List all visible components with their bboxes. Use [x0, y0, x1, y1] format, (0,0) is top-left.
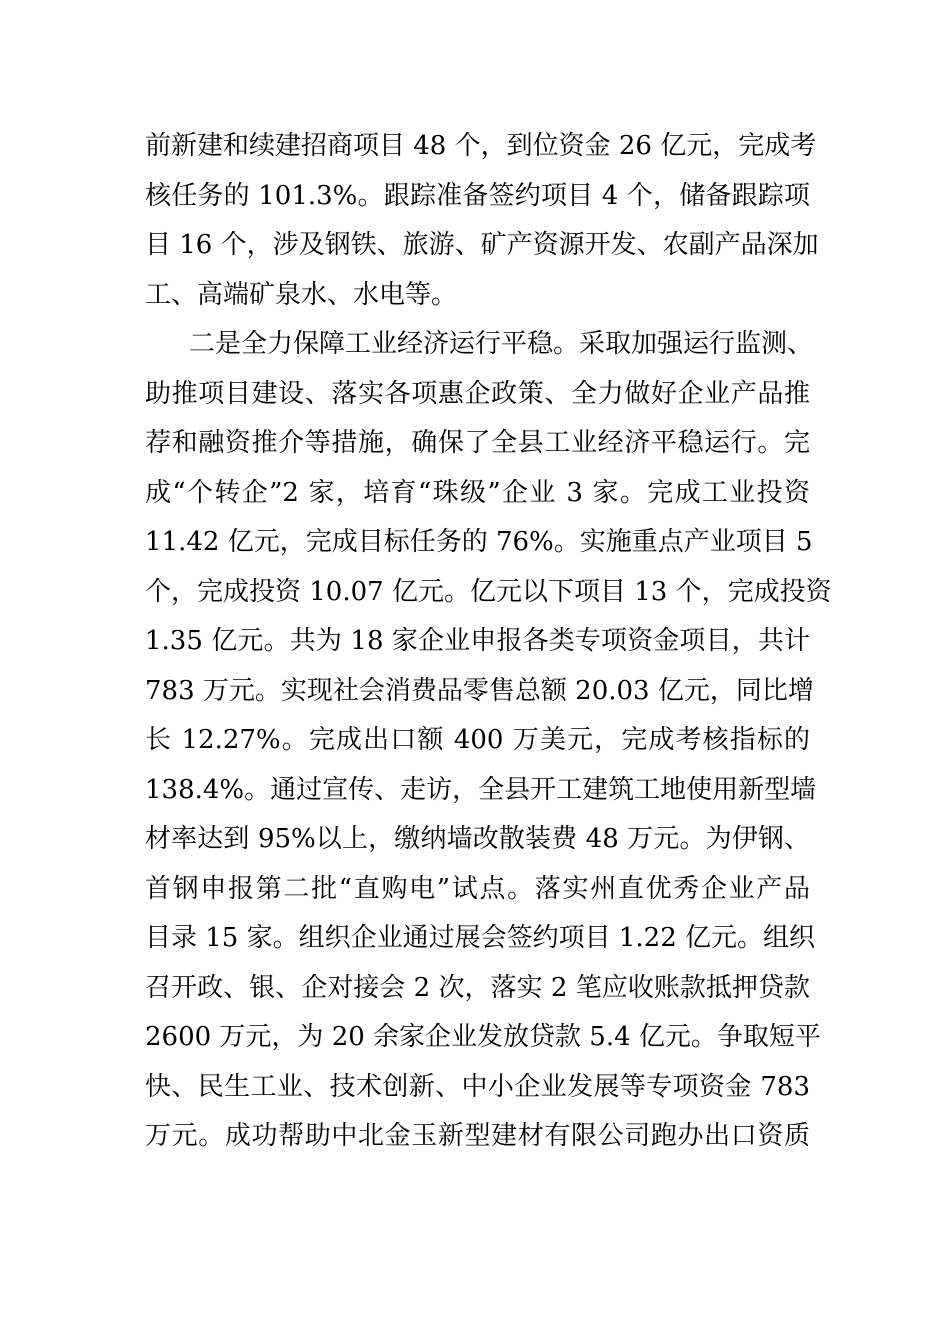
text-line: 目 16 个，涉及钢铁、旅游、矿产资源开发、农副产品深加 — [145, 230, 819, 260]
text-line: 助推项目建设、落实各项惠企政策、全力做好企业产品推 — [145, 378, 810, 409]
text-line: 783 万元。实现社会消费品零售总额 20.03 亿元，同比增 — [145, 675, 814, 706]
text-line: 138.4%。通过宣传、走访，全县开工建筑工地使用新型墙 — [145, 774, 817, 805]
text-line: 首钢申报第二批“直购电”试点。落实州直优秀企业产品 — [145, 873, 810, 904]
text-line: 二是全力保障工业经济运行平稳。采取加强运行监测、 — [189, 329, 814, 359]
text-line: 工、高端矿泉水、水电等。 — [145, 279, 458, 310]
text-line: 个，完成投资 10.07 亿元。亿元以下项目 13 个，完成投资 — [145, 576, 832, 607]
text-line: 前新建和续建招商项目 48 个，到位资金 26 亿元，完成考 — [145, 131, 817, 161]
text-line: 2600 万元，为 20 余家企业发放贷款 5.4 亿元。争取短平 — [145, 1022, 821, 1052]
text-line: 快、民生工业、技术创新、中小企业发展等专项资金 783 — [145, 1071, 810, 1102]
text-line: 长 12.27%。完成出口额 400 万美元，完成考核指标的 — [145, 725, 810, 755]
text-line: 1.35 亿元。共为 18 家企业申报各类专项资金项目，共计 — [145, 626, 810, 656]
body-text — [145, 122, 832, 1162]
text-line: 万元。成功帮助中北金玉新型建材有限公司跑办出口资质 — [145, 1121, 810, 1151]
text-line: 成“个转企”2 家，培育“珠级”企业 3 家。完成工业投资 — [145, 477, 810, 508]
text-line: 目录 15 家。组织企业通过展会签约项目 1.22 亿元。组织 — [145, 923, 816, 953]
text-line: 核任务的 101.3%。跟踪准备签约项目 4 个，储备跟踪项 — [145, 180, 810, 211]
text-line: 荐和融资推介等措施，确保了全县工业经济平稳运行。完 — [145, 428, 810, 458]
text-line: 召开政、银、企对接会 2 次，落实 2 笔应收账款抵押贷款 — [145, 972, 810, 1003]
text-line: 11.42 亿元，完成目标任务的 76%。实施重点产业项目 5 — [145, 527, 813, 557]
text-line: 材率达到 95%以上，缴纳墙改散装费 48 万元。为伊钢、 — [145, 824, 810, 854]
